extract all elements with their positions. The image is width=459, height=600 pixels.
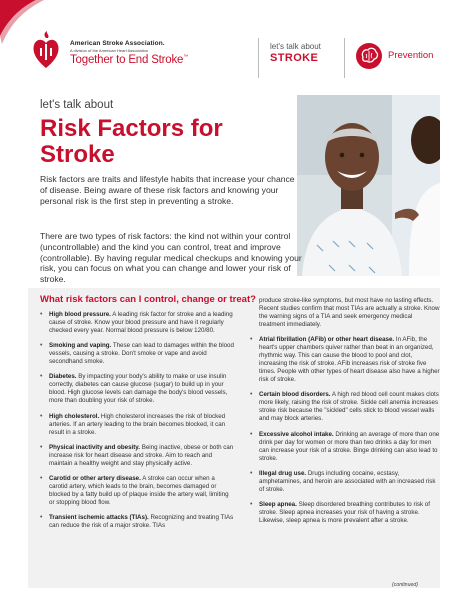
org-name: American Stroke Association. (70, 40, 165, 47)
left-column (40, 311, 235, 537)
list-item: • Atrial fibrillation (AFib) or other heart disease. In AFib, the heart's upper chambers quiver rather than beat in an organized, rhythmic way. This can cause the blood to pool and clot, increasing the risk of stroke. AFib increases risk of stroke five times. People with other types of heart disease also have a higher risk of stroke. (250, 336, 440, 384)
header-divider (344, 38, 345, 78)
brain-icon (355, 42, 383, 70)
list-item: • Carotid or other artery disease. A stroke can occur when a carotid artery, which leads to the brain, becomes damaged or blocked by a fatty build up of plaque inside the artery wall, limiting or stopping blood flow. (40, 475, 235, 507)
list-item: • High cholesterol. High cholesterol increases the risk of blocked arteries. If an artery leading to the brain becomes blocked, it can result in a stroke. (40, 413, 235, 437)
continued-note: (continued) (392, 582, 418, 588)
series-label: let's talk about (270, 42, 321, 51)
kicker: let's talk about (40, 99, 114, 111)
page-title: Risk Factors for Stroke (40, 115, 223, 168)
list-item: • Illegal drug use. Drugs including cocaine, ecstasy, amphetamines, and heroin are associated with an increased risk of stroke. (250, 470, 440, 494)
torch-logo (30, 30, 62, 70)
list-item: • Diabetes. By impacting your body's ability to make or use insulin correctly, diabetes can cause glucose (sugar) to build up in your blood. High glucose levels can damage the body's blood vessels, more than doubling your risk of stroke. (40, 373, 235, 405)
list-item: • Sleep apnea. Sleep disordered breathing contributes to risk of stroke. Sleep apnea increases your risk of having a stroke. Likewise, sleep apnea is more prevalent after a stroke. (250, 501, 440, 525)
trademark: ™ (183, 54, 189, 61)
tagline: Together to End Stroke™ (70, 54, 189, 66)
list-item: • Physical inactivity and obesity. Being inactive, obese or both can increase risk for heart disease and stroke. Aim to reach and maintain a healthy weight and stay physically active. (40, 444, 235, 468)
list-item-continuation: produce stroke-like symptoms, but most have no lasting effects. Recent studies confirm that most TIAs are actually a stroke. Know the warning signs of a TIA and seek emergency medical treatment immediately. (259, 297, 440, 328)
list-item: • Certain blood disorders. A high red blood cell count makes clots more likely, raising the risk of stroke. Sickle cell anemia increases stroke risk because the "sickled" cells stick to blood vessel walls and may block arteries. (250, 391, 440, 423)
list-item: • Transient ischemic attacks (TIAs). Recognizing and treating TIAs can reduce the risk of a major stroke. TIAs (40, 514, 235, 530)
org-subtitle: A division of the American Heart Association (70, 48, 149, 53)
section-heading: What risk factors can I control, change or treat? (40, 294, 256, 305)
list-item: • Smoking and vaping. These can lead to damages within the blood vessels, causing a stroke. Don't smoke or vape and avoid secondhand smoke. (40, 342, 235, 366)
right-column (250, 297, 440, 532)
intro-paragraph: Risk factors are traits and lifestyle habits that increase your chance of disease. Being aware of these risk factors and knowing your personal risk is the first step in preventing a stroke. (40, 174, 295, 206)
header-divider (258, 38, 259, 78)
category-label: Prevention (388, 50, 434, 61)
series-name: STROKE (270, 52, 319, 64)
list-item: • High blood pressure. A leading risk factor for stroke and a leading cause of stroke. Know your blood pressure and have it regularly checked every year. Normal blood pressure is below 120/80. (40, 311, 235, 335)
intro-paragraph-2: There are two types of risk factors: the kind not within your control (uncontrollable) and the kind you can control, treat and improve (controllable). By having regular medical checkups and knowing your risk, you can focus on what you can change and lower your risk of stroke. (40, 231, 302, 285)
list-item: • Excessive alcohol intake. Drinking an average of more than one drink per day for women or more than two drinks a day for men can increase your risk of a stroke. Binge drinking can also lead to stroke. (250, 431, 440, 463)
patient-doctor-photo (297, 95, 440, 276)
